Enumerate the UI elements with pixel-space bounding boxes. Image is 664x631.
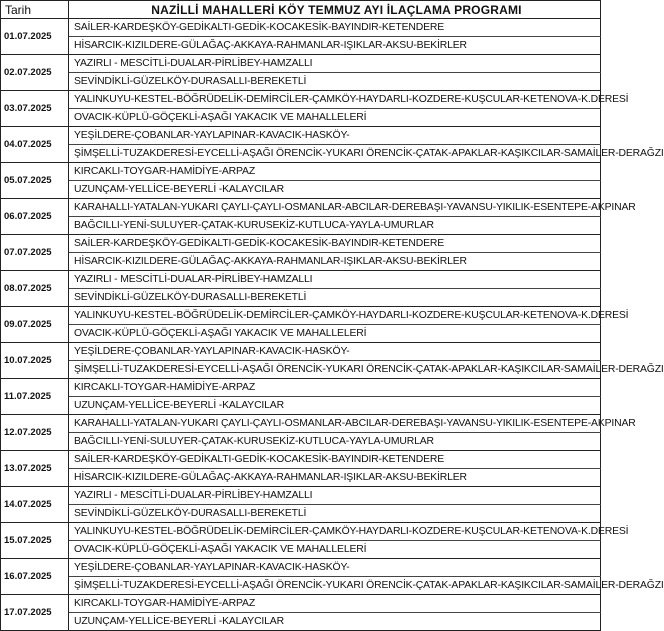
neighborhoods-cell[interactable]: YEŞİLDERE-ÇOBANLAR-YAYLAPINAR-KAVACIK-HASKÖY- [69, 343, 601, 361]
neighborhoods-cell[interactable]: SAİLER-KARDEŞKÖY-GEDİKALTI-GEDİK-KOCAKESİK-BAYINDIR-KETENDERE [69, 451, 601, 469]
neighborhoods-cell[interactable]: YAZIRLI - MESCİTLİ-DUALAR-PİRLİBEY-HAMZALLI [69, 487, 601, 505]
schedule-body [1, 19, 664, 631]
date-cell[interactable]: 01.07.2025 [1, 19, 69, 55]
date-cell[interactable]: 05.07.2025 [1, 163, 69, 199]
table-row [1, 37, 601, 55]
date-cell[interactable]: 15.07.2025 [1, 523, 69, 559]
header-row [1, 1, 601, 19]
neighborhoods-cell[interactable]: UZUNÇAM-YELLİCE-BEYERLİ -KALAYCILAR [69, 397, 601, 415]
table-row [1, 379, 601, 397]
table-row [1, 217, 601, 235]
date-cell[interactable]: 06.07.2025 [1, 199, 69, 235]
date-cell[interactable]: 17.07.2025 [1, 595, 69, 631]
neighborhoods-cell[interactable]: HİSARCIK-KIZILDERE-GÜLAĞAÇ-AKKAYA-RAHMANLAR-IŞIKLAR-AKSU-BEKİRLER [69, 469, 601, 487]
neighborhoods-cell[interactable]: OVACIK-KÜPLÜ-GÖÇEKLİ-AŞAĞI YAKACIK VE MAHALLELERİ [69, 109, 601, 127]
table-row [1, 163, 601, 181]
date-cell[interactable]: 09.07.2025 [1, 307, 69, 343]
table-row [1, 361, 601, 379]
neighborhoods-cell[interactable]: ŞİMŞELLİ-TUZAKDERESİ-EYCELLİ-AŞAĞI ÖRENCİK-YUKARI ÖRENCİK-ÇATAK-APAKLAR-KAŞIKCILAR-SAMAİLER-DERAĞZI [69, 361, 601, 379]
neighborhoods-cell[interactable]: YALINKUYU-KESTEL-BÖĞRÜDELİK-DEMİRCİLER-ÇAMKÖY-HAYDARLI-KOZDERE-KUŞCULAR-KETENOVA-K.DERESİ [69, 307, 601, 325]
table-row [1, 55, 601, 73]
date-column-header[interactable]: Tarih [1, 1, 69, 19]
table-row [1, 469, 601, 487]
neighborhoods-cell[interactable]: KIRCAKLI-TOYGAR-HAMİDİYE-ARPAZ [69, 163, 601, 181]
table-row [1, 559, 601, 577]
table-row [1, 307, 601, 325]
table-row [1, 199, 601, 217]
date-cell[interactable]: 14.07.2025 [1, 487, 69, 523]
date-cell[interactable]: 08.07.2025 [1, 271, 69, 307]
table-row [1, 109, 601, 127]
table-row [1, 523, 601, 541]
neighborhoods-cell[interactable]: BAĞCILLI-YENİ-SULUYER-ÇATAK-KURUSEKİZ-KUTLUCA-YAYLA-UMURLAR [69, 433, 601, 451]
neighborhoods-cell[interactable]: ŞİMŞELLİ-TUZAKDERESİ-EYCELLİ-AŞAĞI ÖRENCİK-YUKARI ÖRENCİK-ÇATAK-APAKLAR-KAŞIKCILAR-SAMAİLER-DERAĞZI [69, 577, 601, 595]
table-row [1, 271, 601, 289]
neighborhoods-cell[interactable]: YEŞİLDERE-ÇOBANLAR-YAYLAPINAR-KAVACIK-HASKÖY- [69, 559, 601, 577]
neighborhoods-cell[interactable]: SAİLER-KARDEŞKÖY-GEDİKALTI-GEDİK-KOCAKESİK-BAYINDIR-KETENDERE [69, 19, 601, 37]
neighborhoods-cell[interactable]: KIRCAKLI-TOYGAR-HAMİDİYE-ARPAZ [69, 379, 601, 397]
table-row [1, 415, 601, 433]
table-row [1, 577, 601, 595]
neighborhoods-cell[interactable]: HİSARCIK-KIZILDERE-GÜLAĞAÇ-AKKAYA-RAHMANLAR-IŞIKLAR-AKSU-BEKİRLER [69, 37, 601, 55]
date-cell[interactable]: 16.07.2025 [1, 559, 69, 595]
table-row [1, 73, 601, 91]
neighborhoods-cell[interactable]: KARAHALLI-YATALAN-YUKARI ÇAYLI-ÇAYLI-OSMANLAR-ABCILAR-DEREBAŞI-YAVANSU-YIKILIK-ESENTEPE-AKPINAR [69, 415, 601, 433]
date-cell[interactable]: 13.07.2025 [1, 451, 69, 487]
neighborhoods-cell[interactable]: OVACIK-KÜPLÜ-GÖÇEKLİ-AŞAĞI YAKACIK VE MAHALLELERİ [69, 541, 601, 559]
table-row [1, 127, 601, 145]
neighborhoods-cell[interactable]: YALINKUYU-KESTEL-BÖĞRÜDELİK-DEMİRCİLER-ÇAMKÖY-HAYDARLI-KOZDERE-KUŞCULAR-KETENOVA-K.DERESİ [69, 523, 601, 541]
table-row [1, 505, 601, 523]
neighborhoods-cell[interactable]: ŞİMŞELLİ-TUZAKDERESİ-EYCELLİ-AŞAĞI ÖRENCİK-YUKARI ÖRENCİK-ÇATAK-APAKLAR-KAŞIKCILAR-SAMAİLER-DERAĞZI [69, 145, 601, 163]
neighborhoods-cell[interactable]: YALINKUYU-KESTEL-BÖĞRÜDELİK-DEMİRCİLER-ÇAMKÖY-HAYDARLI-KOZDERE-KUŞCULAR-KETENOVA-K.DERESİ [69, 91, 601, 109]
date-cell[interactable]: 10.07.2025 [1, 343, 69, 379]
neighborhoods-cell[interactable]: SEVİNDİKLİ-GÜZELKÖY-DURASALLI-BEREKETLİ [69, 505, 601, 523]
table-row [1, 325, 601, 343]
neighborhoods-cell[interactable]: KIRCAKLI-TOYGAR-HAMİDİYE-ARPAZ [69, 595, 601, 613]
neighborhoods-cell[interactable]: KARAHALLI-YATALAN-YUKARI ÇAYLI-ÇAYLI-OSMANLAR-ABCILAR-DEREBAŞI-YAVANSU-YIKILIK-ESENTEPE-AKPINAR [69, 199, 601, 217]
date-cell[interactable]: 02.07.2025 [1, 55, 69, 91]
date-cell[interactable]: 07.07.2025 [1, 235, 69, 271]
table-row [1, 613, 601, 631]
date-cell[interactable]: 11.07.2025 [1, 379, 69, 415]
neighborhoods-cell[interactable]: YEŞİLDERE-ÇOBANLAR-YAYLAPINAR-KAVACIK-HASKÖY- [69, 127, 601, 145]
table-row [1, 289, 601, 307]
neighborhoods-cell[interactable]: BAĞCILLI-YENİ-SULUYER-ÇATAK-KURUSEKİZ-KUTLUCA-YAYLA-UMURLAR [69, 217, 601, 235]
neighborhoods-cell[interactable]: UZUNÇAM-YELLİCE-BEYERLİ -KALAYCILAR [69, 181, 601, 199]
neighborhoods-cell[interactable]: UZUNÇAM-YELLİCE-BEYERLİ -KALAYCILAR [69, 613, 601, 631]
table-row [1, 451, 601, 469]
table-row [1, 343, 601, 361]
table-row [1, 145, 601, 163]
table-row [1, 19, 601, 37]
table-row [1, 595, 601, 613]
table-row [1, 181, 601, 199]
neighborhoods-cell[interactable]: SEVİNDİKLİ-GÜZELKÖY-DURASALLI-BEREKETLİ [69, 289, 601, 307]
table-row [1, 487, 601, 505]
date-cell[interactable]: 12.07.2025 [1, 415, 69, 451]
table-row [1, 397, 601, 415]
neighborhoods-cell[interactable]: SEVİNDİKLİ-GÜZELKÖY-DURASALLI-BEREKETLİ [69, 73, 601, 91]
neighborhoods-cell[interactable]: HİSARCIK-KIZILDERE-GÜLAĞAÇ-AKKAYA-RAHMANLAR-IŞIKLAR-AKSU-BEKİRLER [69, 253, 601, 271]
neighborhoods-cell[interactable]: YAZIRLI - MESCİTLİ-DUALAR-PİRLİBEY-HAMZALLI [69, 55, 601, 73]
program-title[interactable]: NAZİLLİ MAHALLERİ KÖY TEMMUZ AYI İLAÇLAMA PROGRAMI [69, 1, 601, 19]
table-row [1, 235, 601, 253]
neighborhoods-cell[interactable]: YAZIRLI - MESCİTLİ-DUALAR-PİRLİBEY-HAMZALLI [69, 271, 601, 289]
table-row [1, 253, 601, 271]
neighborhoods-cell[interactable]: OVACIK-KÜPLÜ-GÖÇEKLİ-AŞAĞI YAKACIK VE MAHALLELERİ [69, 325, 601, 343]
date-cell[interactable]: 03.07.2025 [1, 91, 69, 127]
date-cell[interactable]: 04.07.2025 [1, 127, 69, 163]
table-row [1, 91, 601, 109]
table-row [1, 541, 601, 559]
table-row [1, 433, 601, 451]
neighborhoods-cell[interactable]: SAİLER-KARDEŞKÖY-GEDİKALTI-GEDİK-KOCAKESİK-BAYINDIR-KETENDERE [69, 235, 601, 253]
